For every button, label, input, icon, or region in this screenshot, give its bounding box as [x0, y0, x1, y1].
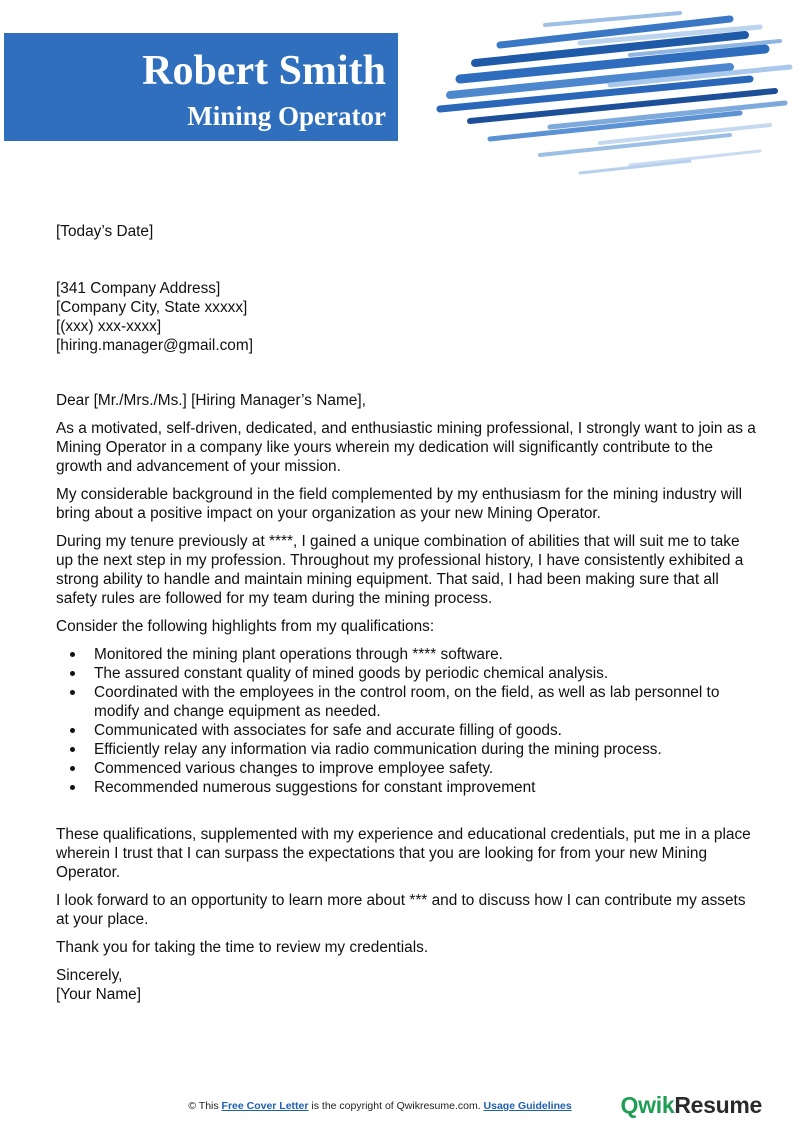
list-item: Coordinated with the employees in the control room, on the field, as well as lab personnel to modify and change equipment as needed.	[94, 683, 756, 721]
highlights-list	[56, 645, 756, 797]
logo-part-resume: Resume	[674, 1092, 762, 1118]
address-line: [Company City, State xxxxx]	[56, 299, 248, 316]
candidate-job-title: Mining Operator	[187, 101, 386, 131]
qwikresume-logo[interactable]	[621, 1092, 762, 1119]
list-item: Efficiently relay any information via radio communication during the mining process.	[94, 740, 756, 759]
greeting: Dear [Mr./Mrs./Ms.] [Hiring Manager’s Name],	[56, 392, 366, 409]
free-cover-letter-link[interactable]: Free Cover Letter	[221, 1100, 309, 1112]
spacer	[56, 797, 756, 825]
closing-paragraph: These qualifications, supplemented with my experience and educational credentials, put me in a place wherein I trust that I can surpass the expectations that you are looking for from your new Mining Operator.	[56, 826, 751, 881]
body-paragraph: During my tenure previously at ****, I gained a unique combination of abilities that will suit me to take up the next step in my profession. Throughout my professional history, I have consistently exhibited a strong ability to handle and maintain mining equipment. That said, I had been making sure that all safety rules are followed for my team during the mining process.	[56, 533, 744, 607]
header-banner	[4, 33, 398, 141]
recipient-address	[56, 279, 756, 355]
list-item: Monitored the mining plant operations through **** software.	[94, 645, 756, 664]
list-item: Recommended numerous suggestions for constant improvement	[94, 778, 756, 797]
logo-part-qwik: Qwik	[620, 1092, 675, 1118]
letter-date: [Today’s Date]	[56, 223, 154, 240]
footer-middle: is the copyright of Qwikresume.com.	[308, 1100, 484, 1112]
address-line: [hiring.manager@gmail.com]	[56, 337, 253, 354]
address-line: [(xxx) xxx-xxxx]	[56, 318, 162, 335]
signature: [Your Name]	[56, 986, 141, 1003]
footer-prefix: © This	[188, 1100, 222, 1112]
list-item: The assured constant quality of mined goods by periodic chemical analysis.	[94, 664, 756, 683]
usage-guidelines-link[interactable]: Usage Guidelines	[483, 1100, 572, 1112]
sign-off: Sincerely,	[56, 967, 123, 984]
list-item: Commenced various changes to improve employee safety.	[94, 759, 756, 778]
body-paragraph: As a motivated, self-driven, dedicated, and enthusiastic mining professional, I strongly want to join as a Mining Operator in a company like yours wherein my dedication will significantly contribute to the growth and advancement of your mission.	[56, 420, 756, 475]
body-paragraph: My considerable background in the field complemented by my enthusiasm for the mining industry will bring about a positive impact on your organization as your new Mining Operator.	[56, 486, 743, 522]
candidate-name: Robert Smith	[142, 48, 386, 94]
decorative-stripes-graphic	[430, 5, 800, 185]
letter-body	[56, 222, 756, 1004]
body-paragraph: Consider the following highlights from my qualifications:	[56, 618, 435, 635]
list-item: Communicated with associates for safe and accurate filling of goods.	[94, 721, 756, 740]
closing-paragraph: I look forward to an opportunity to learn more about *** and to discuss how I can contribute my assets at your place.	[56, 892, 746, 928]
address-line: [341 Company Address]	[56, 280, 221, 297]
closing-paragraph: Thank you for taking the time to review my credentials.	[56, 939, 429, 956]
